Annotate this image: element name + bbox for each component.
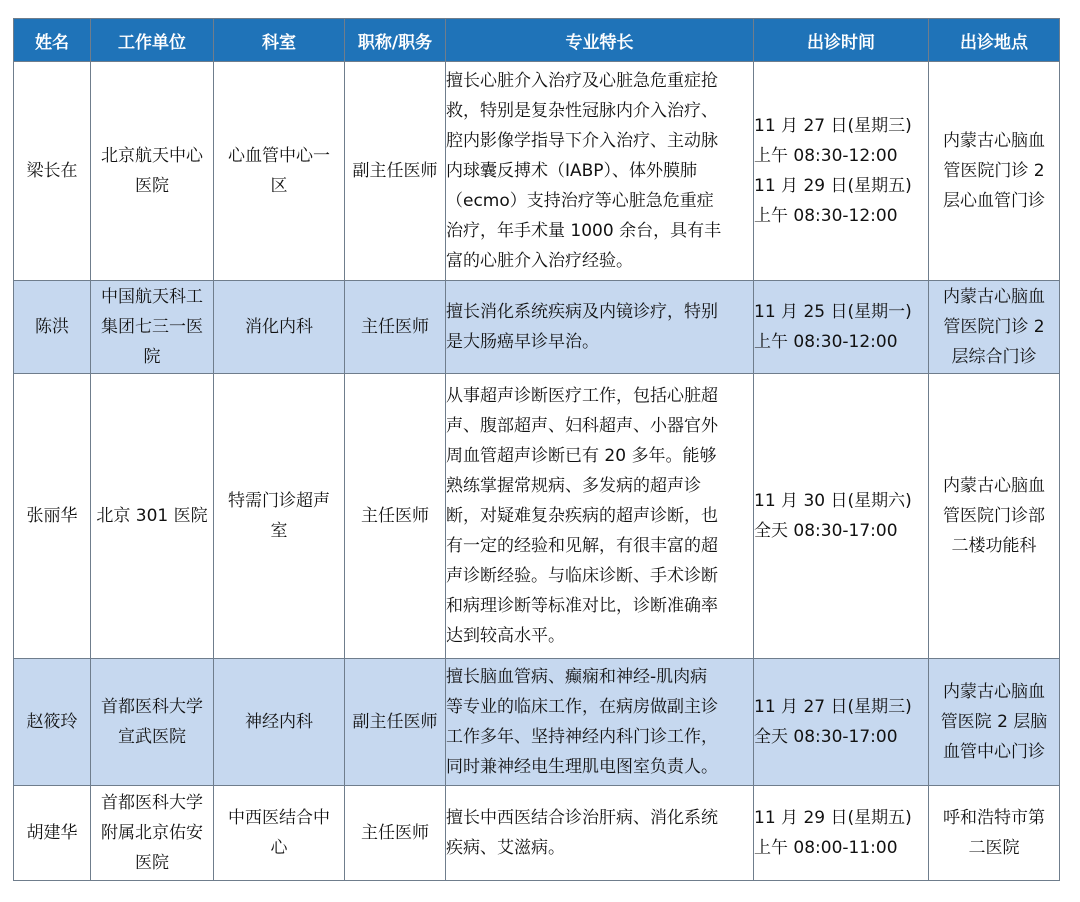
header-dept: 科室 xyxy=(214,19,345,62)
specialty xyxy=(446,659,754,786)
department xyxy=(214,374,345,659)
work-unit xyxy=(91,281,214,374)
specialty-line: 达到较高水平。 xyxy=(446,626,565,646)
specialty-line: 断，对疑难复杂疾病的超声诊断，也 xyxy=(446,506,718,526)
specialty-line: 疾病、艾滋病。 xyxy=(446,838,565,858)
clinic-location-line: 呼和浩特市第 xyxy=(943,808,1045,828)
specialty-line: 声、腹部超声、妇科超声、小器官外 xyxy=(446,416,718,436)
work-unit-line: 首都医科大学 xyxy=(101,793,203,813)
specialty-line: 工作多年、坚持神经内科门诊工作， xyxy=(446,727,718,747)
clinic-location-line: 管医院门诊部 xyxy=(943,506,1045,526)
specialty-line: 治疗，年手术量 1000 余台，具有丰 xyxy=(446,221,722,241)
job-title: 副主任医师 xyxy=(345,62,446,281)
clinic-location-line: 层综合门诊 xyxy=(951,347,1037,367)
department-line: 神经内科 xyxy=(245,712,313,732)
job-title: 主任医师 xyxy=(345,786,446,881)
clinic-time xyxy=(754,659,929,786)
clinic-time-line: 上午 08:30-12:00 xyxy=(754,206,898,226)
specialty-line: 有一定的经验和见解，有很丰富的超 xyxy=(446,536,718,556)
table-header-row xyxy=(14,19,1060,62)
specialty-line: 从事超声诊断医疗工作，包括心脏超 xyxy=(446,386,718,406)
table-row xyxy=(14,62,1060,281)
header-location: 出诊地点 xyxy=(929,19,1060,62)
clinic-location xyxy=(929,281,1060,374)
table-row xyxy=(14,786,1060,881)
specialty xyxy=(446,62,754,281)
work-unit-line: 中国航天科工 xyxy=(101,287,203,307)
clinic-time-line: 全天 08:30-17:00 xyxy=(754,521,898,541)
clinic-time-line: 11 月 29 日(星期五) xyxy=(754,176,912,196)
clinic-time-line: 全天 08:30-17:00 xyxy=(754,727,898,747)
specialty-line: 是大肠癌早诊早治。 xyxy=(446,332,599,352)
specialty-line: 擅长心脏介入治疗及心脏急危重症抢 xyxy=(446,71,718,91)
clinic-time xyxy=(754,374,929,659)
specialty xyxy=(446,374,754,659)
specialty xyxy=(446,281,754,374)
clinic-time xyxy=(754,62,929,281)
clinic-time-line: 上午 08:30-12:00 xyxy=(754,146,898,166)
header-unit: 工作单位 xyxy=(91,19,214,62)
header-title: 职称/职务 xyxy=(345,19,446,62)
job-title: 主任医师 xyxy=(345,374,446,659)
doctor-name: 陈洪 xyxy=(14,281,91,374)
department-line: 心血管中心一 xyxy=(228,146,330,166)
department xyxy=(214,786,345,881)
clinic-location xyxy=(929,374,1060,659)
specialty-line: 同时兼神经电生理肌电图室负责人。 xyxy=(446,757,718,777)
clinic-location xyxy=(929,62,1060,281)
clinic-location xyxy=(929,786,1060,881)
specialty-line: （ecmo）支持治疗等心脏急危重症 xyxy=(446,191,714,211)
clinic-location-line: 内蒙古心脑血 xyxy=(943,287,1045,307)
specialty-line: 内球囊反搏术（IABP）、体外膜肺 xyxy=(446,161,698,181)
header-time: 出诊时间 xyxy=(754,19,929,62)
table-row xyxy=(14,659,1060,786)
department-line: 特需门诊超声 xyxy=(228,491,330,511)
clinic-time-line: 11 月 27 日(星期三) xyxy=(754,116,912,136)
specialty-line: 腔内影像学指导下介入治疗、主动脉 xyxy=(446,131,718,151)
clinic-time xyxy=(754,786,929,881)
doctor-name: 张丽华 xyxy=(14,374,91,659)
work-unit-line: 医院 xyxy=(135,176,169,196)
header-specialty: 专业特长 xyxy=(446,19,754,62)
work-unit-line: 宣武医院 xyxy=(118,727,186,747)
department xyxy=(214,659,345,786)
clinic-time-line: 11 月 25 日(星期一) xyxy=(754,302,912,322)
clinic-location-line: 内蒙古心脑血 xyxy=(943,476,1045,496)
doctor-name: 胡建华 xyxy=(14,786,91,881)
header-name: 姓名 xyxy=(14,19,91,62)
job-title: 主任医师 xyxy=(345,281,446,374)
specialty-line: 擅长脑血管病、癫痫和神经-肌肉病 xyxy=(446,667,708,687)
department xyxy=(214,281,345,374)
specialty-line: 周血管超声诊断已有 20 多年。能够 xyxy=(446,446,717,466)
work-unit xyxy=(91,62,214,281)
department-line: 心 xyxy=(270,838,288,858)
clinic-time-line: 11 月 29 日(星期五) xyxy=(754,808,912,828)
clinic-location-line: 二楼功能科 xyxy=(951,536,1037,556)
work-unit xyxy=(91,374,214,659)
department-line: 消化内科 xyxy=(245,317,313,337)
specialty-line: 声诊断经验。与临床诊断、手术诊断 xyxy=(446,566,718,586)
clinic-time-line: 上午 08:00-11:00 xyxy=(754,838,898,858)
clinic-location xyxy=(929,659,1060,786)
specialty-line: 擅长消化系统疾病及内镜诊疗，特别 xyxy=(446,302,718,322)
clinic-location-line: 二医院 xyxy=(968,838,1020,858)
specialty xyxy=(446,786,754,881)
work-unit-line: 北京航天中心 xyxy=(101,146,203,166)
clinic-schedule-table xyxy=(13,18,1060,881)
specialty-line: 救，特别是复杂性冠脉内介入治疗、 xyxy=(446,101,718,121)
table-row xyxy=(14,281,1060,374)
clinic-location-line: 内蒙古心脑血 xyxy=(943,131,1045,151)
doctor-name: 赵筱玲 xyxy=(14,659,91,786)
doctor-name: 梁长在 xyxy=(14,62,91,281)
work-unit-line: 医院 xyxy=(135,853,169,873)
clinic-time-line: 上午 08:30-12:00 xyxy=(754,332,898,352)
specialty-line: 熟练掌握常规病、多发病的超声诊 xyxy=(446,476,701,496)
work-unit-line: 集团七三一医 xyxy=(101,317,203,337)
clinic-location-line: 管医院 2 层脑 xyxy=(940,712,1048,732)
clinic-location-line: 管医院门诊 2 xyxy=(943,317,1045,337)
department xyxy=(214,62,345,281)
work-unit-line: 北京 301 医院 xyxy=(96,506,208,526)
department-line: 中西医结合中 xyxy=(228,808,330,828)
table-row xyxy=(14,374,1060,659)
work-unit xyxy=(91,786,214,881)
work-unit-line: 附属北京佑安 xyxy=(101,823,203,843)
work-unit-line: 首都医科大学 xyxy=(101,697,203,717)
clinic-time-line: 11 月 27 日(星期三) xyxy=(754,697,912,717)
clinic-location-line: 血管中心门诊 xyxy=(943,742,1045,762)
work-unit xyxy=(91,659,214,786)
specialty-line: 等专业的临床工作，在病房做副主诊 xyxy=(446,697,718,717)
clinic-time-line: 11 月 30 日(星期六) xyxy=(754,491,912,511)
job-title: 副主任医师 xyxy=(345,659,446,786)
department-line: 区 xyxy=(270,176,288,196)
specialty-line: 擅长中西医结合诊治肝病、消化系统 xyxy=(446,808,718,828)
clinic-location-line: 内蒙古心脑血 xyxy=(943,682,1045,702)
clinic-location-line: 管医院门诊 2 xyxy=(943,161,1045,181)
clinic-location-line: 层心血管门诊 xyxy=(943,191,1045,211)
department-line: 室 xyxy=(270,521,288,541)
work-unit-line: 院 xyxy=(143,347,161,367)
specialty-line: 和病理诊断等标准对比，诊断准确率 xyxy=(446,596,718,616)
clinic-time xyxy=(754,281,929,374)
specialty-line: 富的心脏介入治疗经验。 xyxy=(446,251,633,271)
